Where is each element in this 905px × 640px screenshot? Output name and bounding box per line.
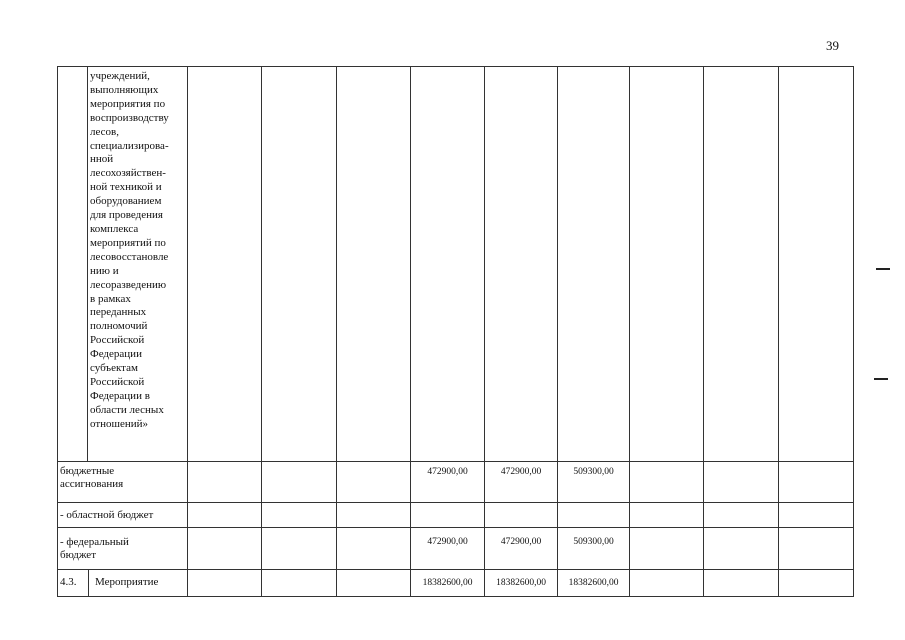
table-row-divider [57,502,854,503]
row-label-regional-budget [60,509,187,522]
table-cell-value: 472900,00 [500,537,542,547]
table-cell-value: 472900,00 [500,467,542,477]
description-line: для проведения [90,209,163,222]
table-border-bottom [57,596,854,597]
description-line: лесовосстановле [90,250,169,263]
row-label-federal-budget [60,536,185,562]
description-line: мероприятия по [90,97,166,110]
description-line: переданных [90,306,147,319]
description-line: комплекса [90,222,139,235]
table-column-divider [336,66,337,597]
description-line: полномочий [90,320,148,333]
table-cell-value: 18382600,00 [496,578,546,588]
row-label-budget-allocations [60,465,185,491]
description-line: нной [90,153,114,166]
table-cell-value: 18382600,00 [568,578,619,588]
table-cell-value: 18382600,00 [422,578,473,588]
table-row-divider [57,569,854,570]
description-line: Федерации [90,348,142,361]
description-line: Федерации в [90,389,150,402]
row-number: 4.3. [60,576,77,588]
description-line: области лесных [90,403,164,416]
table-border-right [853,66,854,597]
table-row-divider [57,461,854,462]
table-column-divider [557,66,558,597]
margin-mark [874,378,888,380]
description-line: отношений» [90,417,149,430]
row-label-line: бюджет [60,549,96,561]
description-line: лесохозяйствен- [90,167,166,180]
row-label-activity: Мероприятие [95,576,159,588]
description-line: субъектам [90,362,138,375]
description-line: нию и [90,264,119,277]
table-border-left [57,66,58,597]
table-column-divider [629,66,630,597]
table-column-divider [87,66,88,461]
table-column-divider [410,66,411,597]
table-cell-value: 509300,00 [573,537,614,547]
description-line: лесов, [90,125,119,138]
description-line: воспроизводству [90,111,169,124]
margin-mark [876,268,890,270]
table-cell-value: 472900,00 [427,467,468,477]
table-column-divider [703,66,704,597]
table-cell-value: 472900,00 [427,537,468,547]
table-column-divider [778,66,779,597]
description-line: выполняющих [90,83,159,96]
table-row-divider [57,527,854,528]
description-line: Российской [90,375,145,388]
description-line: Российской [90,334,145,347]
description-line: учреждений, [90,70,150,82]
table-column-divider [88,569,89,597]
table-column-divider [187,66,188,597]
table-border-top [57,66,854,67]
description-line: лесоразведению [90,278,167,291]
row-label-line: ассигнования [60,478,124,490]
row-label-line: бюджетные [60,465,115,477]
description-line: оборудованием [90,195,162,208]
page-number: 39 [826,38,839,53]
activity-description [90,70,186,432]
table-column-divider [261,66,262,597]
row-label-line: - федеральный [60,536,129,548]
row-label-line: - областной бюджет [60,509,154,521]
description-line: специализирова- [90,139,169,152]
description-line: ной техникой и [90,181,162,194]
description-line: мероприятий по [90,236,166,249]
description-line: в рамках [90,292,131,305]
table-column-divider [484,66,485,597]
table-cell-value: 509300,00 [573,467,614,477]
